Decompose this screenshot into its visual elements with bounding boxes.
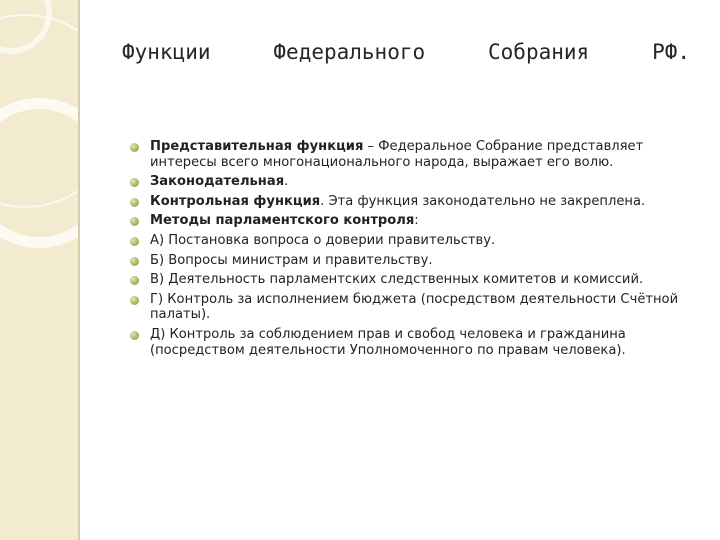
- bullet-text: Д) Контроль за соблюдением прав и свобод человека и гражданина (посредством деятельности Уполномоченного по правам человека).: [150, 326, 626, 358]
- bullet-text: Б) Вопросы министрам и правительству.: [150, 252, 433, 268]
- decorative-side-panel: [0, 0, 78, 540]
- bullet-dot-icon: [130, 331, 139, 340]
- decorative-ring-thick: [0, 98, 78, 248]
- bullet-dot-icon: [130, 237, 139, 246]
- title-word: Функции: [122, 40, 211, 64]
- bullet-dot-icon: [130, 143, 139, 152]
- bullet-dot-icon: [130, 178, 139, 187]
- slide-title: [122, 34, 690, 70]
- side-panel-border: [78, 0, 80, 540]
- title-word: Собрания: [488, 40, 590, 64]
- list-item: [128, 292, 698, 323]
- bullet-dot-icon: [130, 257, 139, 266]
- bullet-list: [128, 139, 698, 362]
- list-item: [128, 253, 698, 269]
- bullet-dot-icon: [130, 296, 139, 305]
- bullet-text: Г) Контроль за исполнением бюджета (посредством деятельности Счётной палаты).: [150, 291, 679, 323]
- bullet-dot-icon: [130, 276, 139, 285]
- bullet-lead: Представительная функция: [150, 139, 364, 154]
- bullet-lead: Законодательная: [150, 174, 285, 190]
- list-item: [128, 139, 698, 170]
- list-item: [128, 213, 698, 229]
- bullet-text: – Федеральное Собрание представляет интересы всего многонационального народа, выражает его волю.: [150, 139, 644, 170]
- bullet-text: :: [414, 213, 419, 229]
- list-item: [128, 233, 698, 249]
- list-item: [128, 272, 698, 288]
- bullet-lead: Контрольная функция: [150, 193, 321, 209]
- bullet-lead: Методы парламентского контроля: [150, 213, 415, 229]
- list-item: [128, 194, 698, 210]
- list-item: [128, 327, 698, 358]
- bullet-text: А) Постановка вопроса о доверии правительству.: [150, 232, 496, 248]
- bullet-text: . Эта функция законодательно не закреплена.: [320, 193, 646, 209]
- list-item: [128, 174, 698, 190]
- bullet-text: .: [284, 174, 289, 190]
- bullet-dot-icon: [130, 198, 139, 207]
- title-word: РФ.: [652, 40, 690, 64]
- bullet-dot-icon: [130, 217, 139, 226]
- title-word: Федерального: [273, 40, 426, 64]
- bullet-text: В) Деятельность парламентских следственных комитетов и комиссий.: [150, 272, 644, 288]
